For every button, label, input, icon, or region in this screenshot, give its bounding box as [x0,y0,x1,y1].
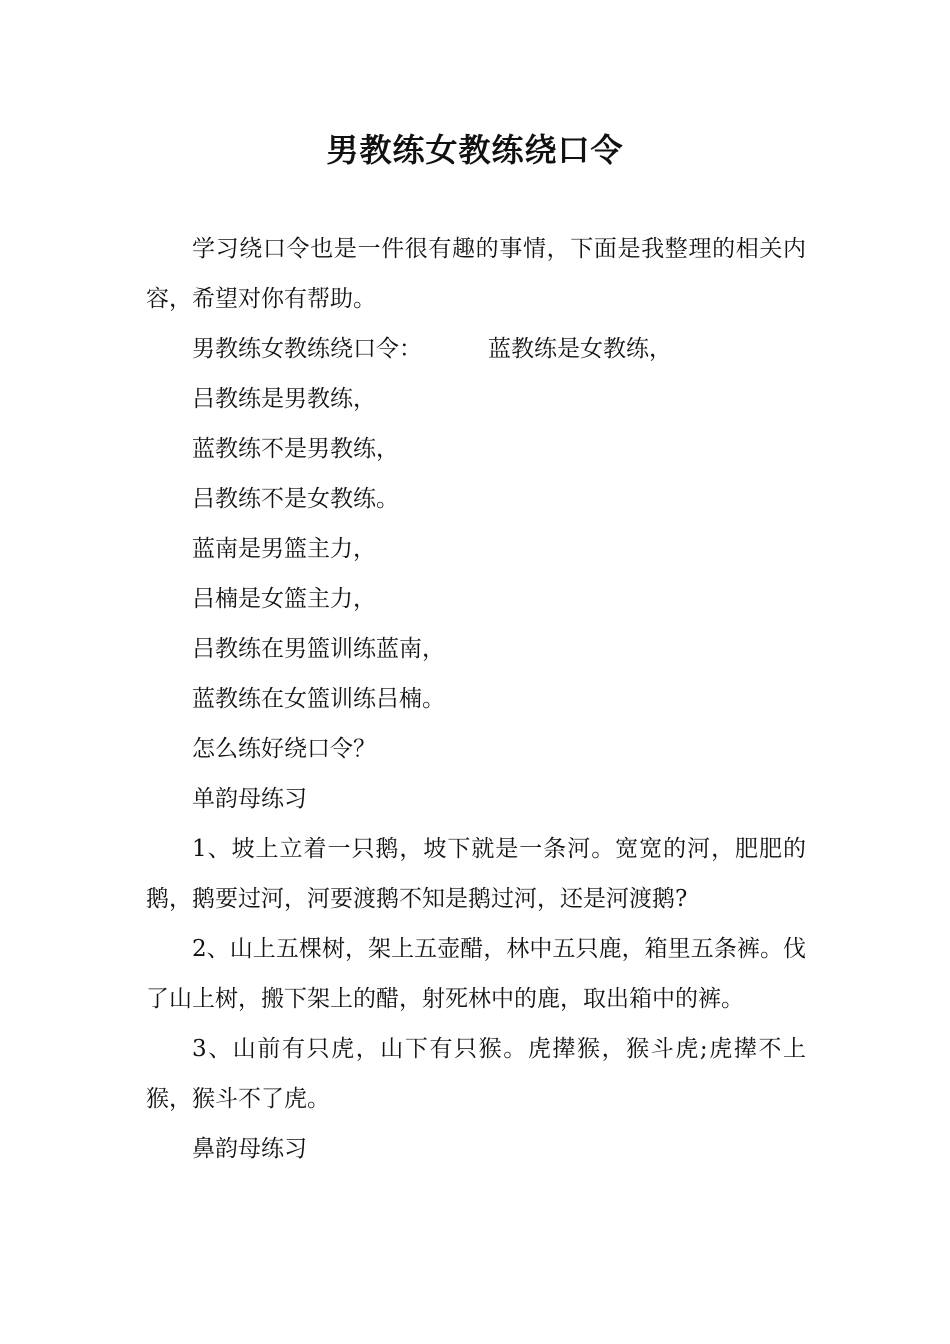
intro-paragraph: 学习绕口令也是一件很有趣的事情，下面是我整理的相关内容，希望对你有帮助。 [146,236,806,312]
poem-heading-line [146,324,806,374]
poem-line: 蓝教练在女篮训练吕楠。 [192,686,445,712]
poem-line: 蓝南是男篮主力， [192,536,376,562]
document-body [146,224,806,1174]
exercise-paragraph: 3、山前有只虎，山下有只猴。虎撵猴，猴斗虎;虎撵不上猴，猴斗不了虎。 [146,1036,806,1112]
exercise-paragraph: 1、坡上立着一只鹅，坡下就是一条河。宽宽的河，肥肥的鹅，鹅要过河，河要渡鹅不知是鹅过河，还是河渡鹅? [146,836,806,912]
section-heading-single-vowels: 单韵母练习 [192,786,307,812]
poem-line: 吕教练不是女教练。 [192,486,399,512]
poem-line: 吕楠是女篮主力， [192,586,376,612]
poem-line: 吕教练在男篮训练蓝南， [192,636,445,662]
exercise-paragraph: 2、山上五棵树，架上五壶醋，林中五只鹿，箱里五条裤。伐了山上树，搬下架上的醋，射死林中的鹿，取出箱中的裤。 [146,936,806,1012]
section-heading-nasal-vowels: 鼻韵母练习 [192,1136,307,1162]
question-line: 怎么练好绕口令？ [192,736,376,762]
poem-heading: 男教练女教练绕口令： [192,336,422,362]
poem-first-line: 蓝教练是女教练， [488,336,672,362]
document-title: 男教练女教练绕口令 [326,131,624,169]
poem-line: 吕教练是男教练， [192,386,376,412]
poem-line: 蓝教练不是男教练， [192,436,399,462]
